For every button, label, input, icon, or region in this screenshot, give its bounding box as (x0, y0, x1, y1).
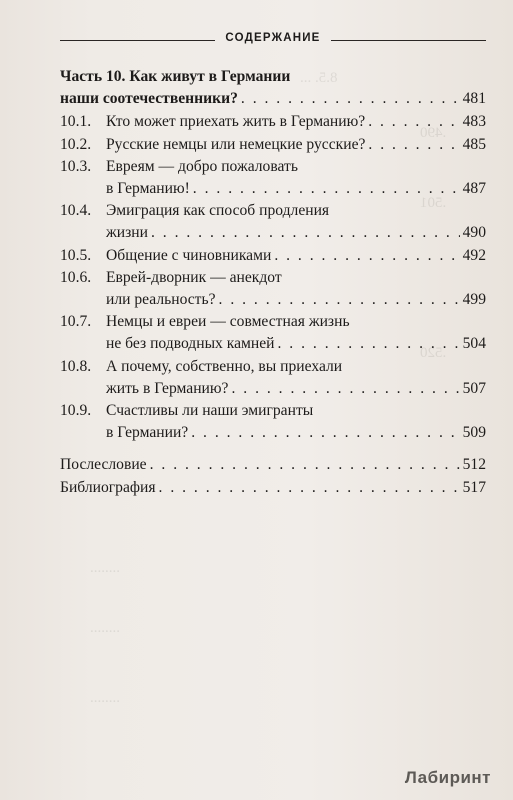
part-title-line2: наши соотечественники? (60, 90, 238, 108)
dot-leader (151, 222, 460, 244)
section-title-line1: Немцы и евреи — совместная жизнь (106, 313, 350, 331)
section-number: 10.7. (60, 313, 92, 331)
dot-leader (368, 134, 459, 156)
section-number: 10.1. (60, 113, 92, 131)
toc-item-10-9 (60, 400, 486, 444)
section-number: 10.8. (60, 357, 92, 375)
toc-row (106, 289, 486, 311)
toc-item-10-1 (60, 111, 486, 133)
section-number: 10.4. (60, 202, 92, 220)
dot-leader (150, 454, 460, 476)
toc-row (106, 245, 486, 267)
toc-row (106, 178, 486, 200)
dot-leader (274, 245, 459, 267)
toc-afterword (60, 454, 486, 476)
section-title-line1: Еврей-дворник — анекдот (106, 268, 282, 286)
dot-leader (368, 111, 459, 133)
dot-leader (241, 88, 460, 110)
section-title-line1: Евреям — добро пожаловать (106, 157, 298, 175)
section-number: 10.5. (60, 246, 92, 264)
toc-row (106, 222, 486, 244)
section-title-line2: не без подводных камней (106, 335, 275, 353)
toc-item-10-2 (60, 134, 486, 156)
toc-row (106, 134, 486, 156)
section-title-line1: А почему, собственно, вы приехали (106, 357, 343, 375)
section-title-line2: или реальность? (106, 291, 216, 309)
section-title: Русские немцы или немецкие русские? (106, 135, 366, 153)
header-title: СОДЕРЖАНИЕ (225, 32, 321, 44)
dot-leader (219, 289, 460, 311)
toc-row (106, 422, 486, 444)
toc-item-10-8 (60, 356, 486, 400)
page-number: 504 (462, 335, 486, 353)
bleed-through-text: 8.5. ... (300, 70, 338, 86)
header-rule-right (331, 40, 486, 41)
dot-leader (278, 333, 460, 355)
section-title-line1: Эмиграция как способ продления (106, 202, 330, 220)
toc-row (106, 333, 486, 355)
toc-item-10-3 (60, 156, 486, 200)
page-header (60, 30, 486, 50)
bleed-through-text: .520 (420, 345, 447, 361)
toc-part-10 (60, 66, 486, 110)
watermark-logo (405, 768, 491, 788)
page-number: 481 (462, 90, 486, 108)
page-number: 490 (462, 224, 486, 242)
dot-leader (191, 422, 459, 444)
section-number: 10.2. (60, 135, 92, 153)
section-title-line2: жить в Германию? (106, 379, 229, 397)
bibliography-label: Библиография (60, 478, 156, 496)
toc-row (60, 454, 486, 476)
page-number: 483 (462, 113, 486, 131)
section-title-line2: в Германии? (106, 424, 189, 442)
afterword-label: Послесловие (60, 456, 147, 474)
bleed-through-text: ........ (90, 620, 120, 636)
section-title-line1: Счастливы ли наши эмигранты (106, 402, 314, 420)
bleed-through-text: ........ (90, 560, 120, 576)
section-title-line2: жизни (106, 224, 148, 242)
section-number: 10.3. (60, 157, 92, 175)
bleed-through-text: .501 (420, 195, 447, 211)
toc-bibliography (60, 477, 486, 499)
toc-row (106, 378, 486, 400)
table-of-contents (60, 66, 486, 499)
toc-item-10-4 (60, 200, 486, 244)
page-number: 487 (462, 180, 486, 198)
page-number: 485 (462, 135, 486, 153)
dot-leader (159, 477, 460, 499)
part-title-line1: Часть 10. Как живут в Германии (60, 68, 291, 85)
section-title-line2: в Германию! (106, 180, 190, 198)
dot-leader (193, 178, 460, 200)
section-number: 10.6. (60, 268, 92, 286)
page-number: 499 (462, 291, 486, 309)
dot-leader (231, 378, 459, 400)
section-number: 10.9. (60, 402, 92, 420)
toc-item-10-5 (60, 245, 486, 267)
part-title-row (60, 88, 486, 110)
watermark-text: Лабиринт (404, 768, 491, 787)
toc-row (60, 477, 486, 499)
page-number: 517 (462, 478, 486, 496)
page-number: 509 (462, 424, 486, 442)
toc-item-10-7 (60, 311, 486, 355)
page-number: 507 (462, 379, 486, 397)
bleed-through-text: .490 (420, 125, 447, 141)
page-number: 492 (462, 246, 486, 264)
section-title: Общение с чиновниками (106, 246, 272, 264)
toc-row (106, 111, 486, 133)
section-title: Кто может приехать жить в Германию? (106, 113, 366, 131)
bleed-through-text: ........ (90, 690, 120, 706)
toc-item-10-6 (60, 267, 486, 311)
page-number: 512 (462, 456, 486, 474)
